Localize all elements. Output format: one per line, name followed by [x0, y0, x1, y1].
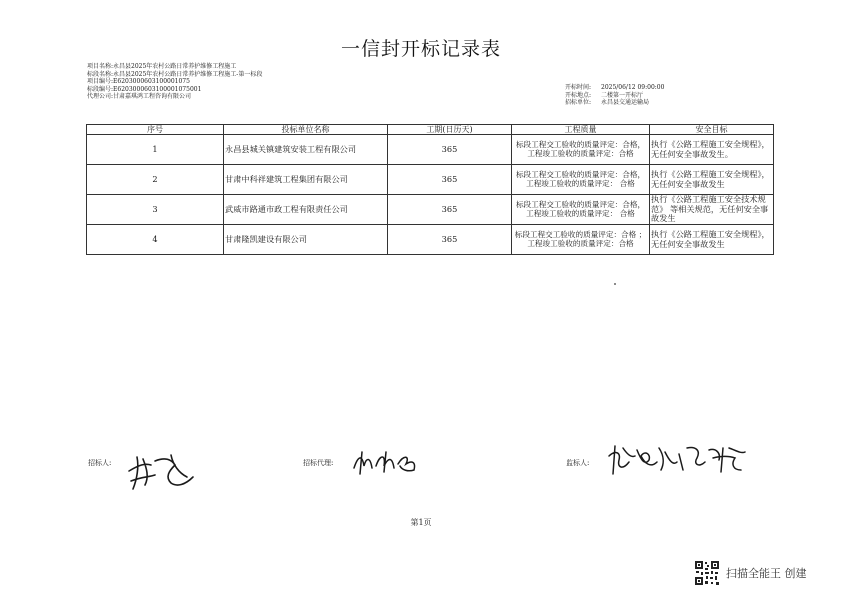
meta-tender-unit: 招标单位: 永昌县交通运输局 — [565, 99, 650, 106]
table-row — [87, 195, 774, 225]
table-row — [87, 135, 774, 165]
col-header-index: 序号 — [87, 125, 224, 135]
cell-safety: 执行《公路工程施工安全规程》，无任何安全事故发生 — [650, 225, 774, 255]
table-row — [87, 225, 774, 255]
cell-safety: 执行《公路工程施工安全技术规范》 等相关规范，无任何安全事故发生 — [650, 195, 774, 225]
cell-duration: 365 — [388, 225, 512, 255]
cell-duration: 365 — [388, 135, 512, 165]
scan-watermark — [694, 560, 807, 586]
cell-index: 4 — [87, 225, 224, 255]
cell-safety: 执行《公路工程施工安全规程》，无任何安全事故发生。 — [650, 135, 774, 165]
cell-safety: 执行《公路工程施工安全规程》，无任何安全事故发生 — [650, 165, 774, 195]
meta-section-number: 标段编号:E6203000603100001075001 — [87, 85, 202, 93]
meta-agency: 代理公司:甘肃嘉琪鸿工程咨询有限公司 — [87, 93, 192, 100]
cell-quality: 标段工程交工验收的质量评定：合格，工程竣工验收的质量评定： 合格 — [512, 195, 650, 225]
qr-code-icon — [694, 560, 720, 586]
cell-bidder: 甘肃中科祥建筑工程集团有限公司 — [224, 165, 388, 195]
cell-quality: 标段工程交工验收的质量评定：合格，工程竣工验收的质量评定：合格 — [512, 135, 650, 165]
meta-project-number: 项目编号:E6203000603100001075 — [87, 78, 190, 85]
table-row — [87, 165, 774, 195]
agent-label: 招标代理: — [303, 459, 334, 467]
scan-speck — [614, 283, 616, 285]
meta-opening-place: 开标地点: 二楼第一开标厅 — [565, 91, 644, 99]
cell-quality: 标段工程交工验收的质量评定：合格，工程竣工验收的质量评定： 合格 — [512, 165, 650, 195]
cell-index: 1 — [87, 135, 224, 165]
bid-opening-table — [86, 124, 774, 255]
cell-index: 3 — [87, 195, 224, 225]
cell-bidder: 甘肃隆凯建设有限公司 — [224, 225, 388, 255]
tenderer-label: 招标人: — [88, 459, 112, 467]
table-header-row — [87, 125, 774, 135]
project-info — [87, 63, 262, 101]
col-header-quality: 工程质量 — [512, 125, 650, 135]
scan-watermark-text: 扫描全能王 创建 — [726, 567, 807, 580]
cell-bidder: 武威市路通市政工程有限责任公司 — [224, 195, 388, 225]
meta-section-name: 标段名称:永昌县2025年农村公路日常养护维修工程施工-第一标段 — [87, 70, 263, 78]
page-number: 第1页 — [410, 518, 432, 527]
document-title: 一信封开标记录表 — [340, 38, 501, 60]
supervisor-label: 监标人: — [566, 459, 590, 467]
supervisor-signature — [605, 440, 755, 480]
meta-opening-time: 开标时间: 2025/06/12 09:00:00 — [565, 84, 665, 91]
cell-duration: 365 — [388, 195, 512, 225]
cell-bidder: 永昌县城关镇建筑安装工程有限公司 — [224, 135, 388, 165]
agent-signature — [350, 448, 420, 476]
meta-project-name: 项目名称:永昌县2025年农村公路日常养护维修工程施工 — [87, 63, 237, 70]
opening-info — [565, 84, 664, 107]
col-header-bidder: 投标单位名称 — [224, 125, 388, 135]
cell-index: 2 — [87, 165, 224, 195]
cell-quality: 标段工程交工验收的质量评定：合格 ；工程竣工验收的质量评定：合格 — [512, 225, 650, 255]
tenderer-signature — [125, 447, 197, 493]
col-header-duration: 工期(日历天) — [388, 125, 512, 135]
cell-duration: 365 — [388, 165, 512, 195]
col-header-safety: 安全目标 — [650, 125, 774, 135]
